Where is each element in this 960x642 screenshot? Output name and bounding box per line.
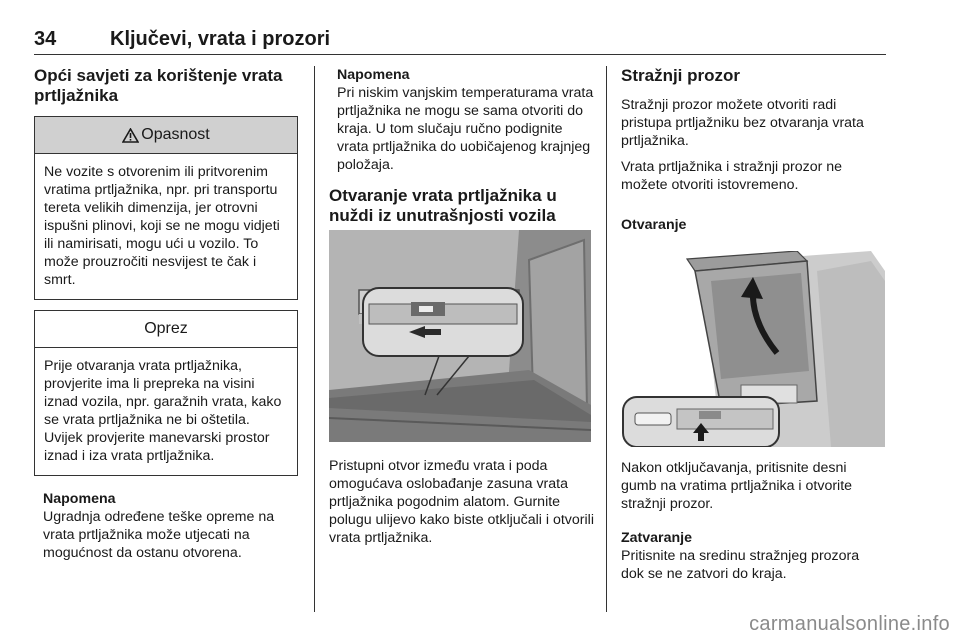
closing-block [621,529,885,583]
tailgate-interior-drawing [329,230,591,442]
rear-window-illustration [621,251,885,447]
body-text: Stražnji prozor možete otvoriti radi pristupa prtljažniku bez otvaranja vrata prtljažnika. [621,97,864,149]
section-heading: Stražnji prozor [621,66,741,85]
body-text: Pritisnite na sredinu stražnjeg prozora dok se ne zatvori do kraja. [621,548,860,582]
body-text: Vrata prtljažnika i stražnji prozor ne možete otvoriti istovremeno. [621,159,843,193]
column-1 [34,66,298,562]
page-number: 34 [34,28,57,50]
tailgate-release-illustration [329,230,591,442]
caution-box-text: Prije otvaranja vrata prtljažnika, provjerite ima li prepreka na visini iznad vozila, npr. garažnih vrata, kako se vrata prtljažnika ne bi oštetila. Uvijek provjerite manevarski prostor iznad i iza vrata prtljažnika. [44,358,282,464]
note-text: Ugradnja određene teške opreme na vrata prtljažnika može utjecati na mogućnost da ostanu otvorena. [43,509,275,561]
column-3 [621,66,885,582]
danger-box-title: Opasnost [141,126,210,143]
danger-box-header [35,117,297,154]
watermark: carmanualsonline.info [749,613,950,635]
subsection-title: Zatvaranje [621,530,692,546]
caution-box-title: Oprez [144,320,188,337]
rear-window-drawing [621,251,885,447]
note-title: Napomena [337,67,410,83]
danger-box-text: Ne vozite s otvorenim ili pritvorenim vratima prtljažnika, npr. pri transportu tereta velikih dimenzija, jer otrovni ispušni plinovi, koji se ne mogu vidjeti ili namirisati, mogu ući u vozilo. To može prouzročiti nesvijest te čak i smrt. [44,164,280,288]
section-heading: Opći savjeti za korištenje vrata prtljažnika [34,66,283,105]
note-block [329,66,595,174]
subsection-title: Otvaranje [621,217,687,233]
note-text: Pri niskim vanjskim temperaturama vrata prtljažnika ne mogu se sama otvoriti do kraja. U tom slučaju ručno podignite vrata prtljažnika do uobičajenog krajnjeg položaja. [337,85,594,173]
caution-box [34,310,298,476]
chapter-title: Ključevi, vrata i prozori [110,28,331,50]
caution-box-header [35,311,297,348]
note-title: Napomena [43,491,116,507]
danger-box [34,116,298,300]
body-text: Nakon otključavanja, pritisnite desni gumb na vratima prtljažnika i otvorite stražnji prozor. [621,460,853,512]
note-block [34,490,298,562]
body-text-block [329,457,595,547]
column-divider [314,66,315,612]
column-2 [329,66,595,546]
column-divider [606,66,607,612]
page-header [34,28,886,55]
body-text: Pristupni otvor između vrata i poda omogućava oslobađanje zasuna vrata prtljažnika pogodnim alatom. Gurnite polugu ulijevo kako biste otključali i otvorili vrata prtljažnika. [329,458,594,546]
section-heading: Otvaranje vrata prtljažnika u nuždi iz unutrašnjosti vozila [329,186,557,225]
warning-triangle-icon [122,128,139,143]
